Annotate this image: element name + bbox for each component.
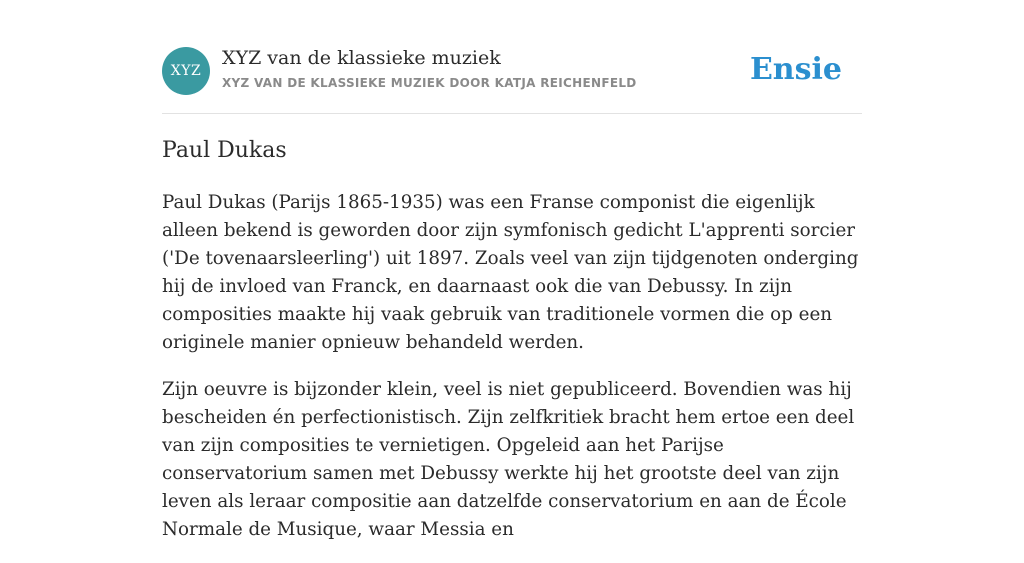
site-logo-badge[interactable]: XYZ (162, 47, 210, 95)
ensie-brand-logo[interactable]: Ensie (749, 52, 842, 87)
article-paragraph-2: Zijn oeuvre is bijzonder klein, veel is niet gepubliceerd. Bovendien was hij bescheiden én perfectionistisch. Zijn zelfkritiek bracht hem ertoe een deel van zijn composities te vernietigen. Opgeleid aan het Parijse conservatorium samen met Debussy werkte hij het grootste deel van zijn leven als leraar compositie aan datzelfde conservatorium en aan de École Normale de Musique, waar Messia en (162, 379, 855, 540)
article-body (162, 189, 862, 563)
site-title[interactable]: XYZ van de klassieke muziek (222, 47, 501, 69)
site-subtitle: XYZ VAN DE KLASSIEKE MUZIEK DOOR KATJA REICHENFELD (222, 76, 637, 90)
article-title: Paul Dukas (162, 138, 287, 163)
site-header (162, 47, 862, 114)
article-paragraph-1: Paul Dukas (Parijs 1865-1935) was een Franse componist die eigenlijk alleen bekend is geworden door zijn symfonisch gedicht L'apprenti sorcier ('De tovenaarsleerling') uit 1897. Zoals veel van zijn tijdgenoten onderging hij de invloed van Franck, en daarnaast ook die van Debussy. In zijn composities maakte hij vaak gebruik van traditionele vormen die op een originele manier opnieuw behandeld werden. (162, 192, 859, 353)
